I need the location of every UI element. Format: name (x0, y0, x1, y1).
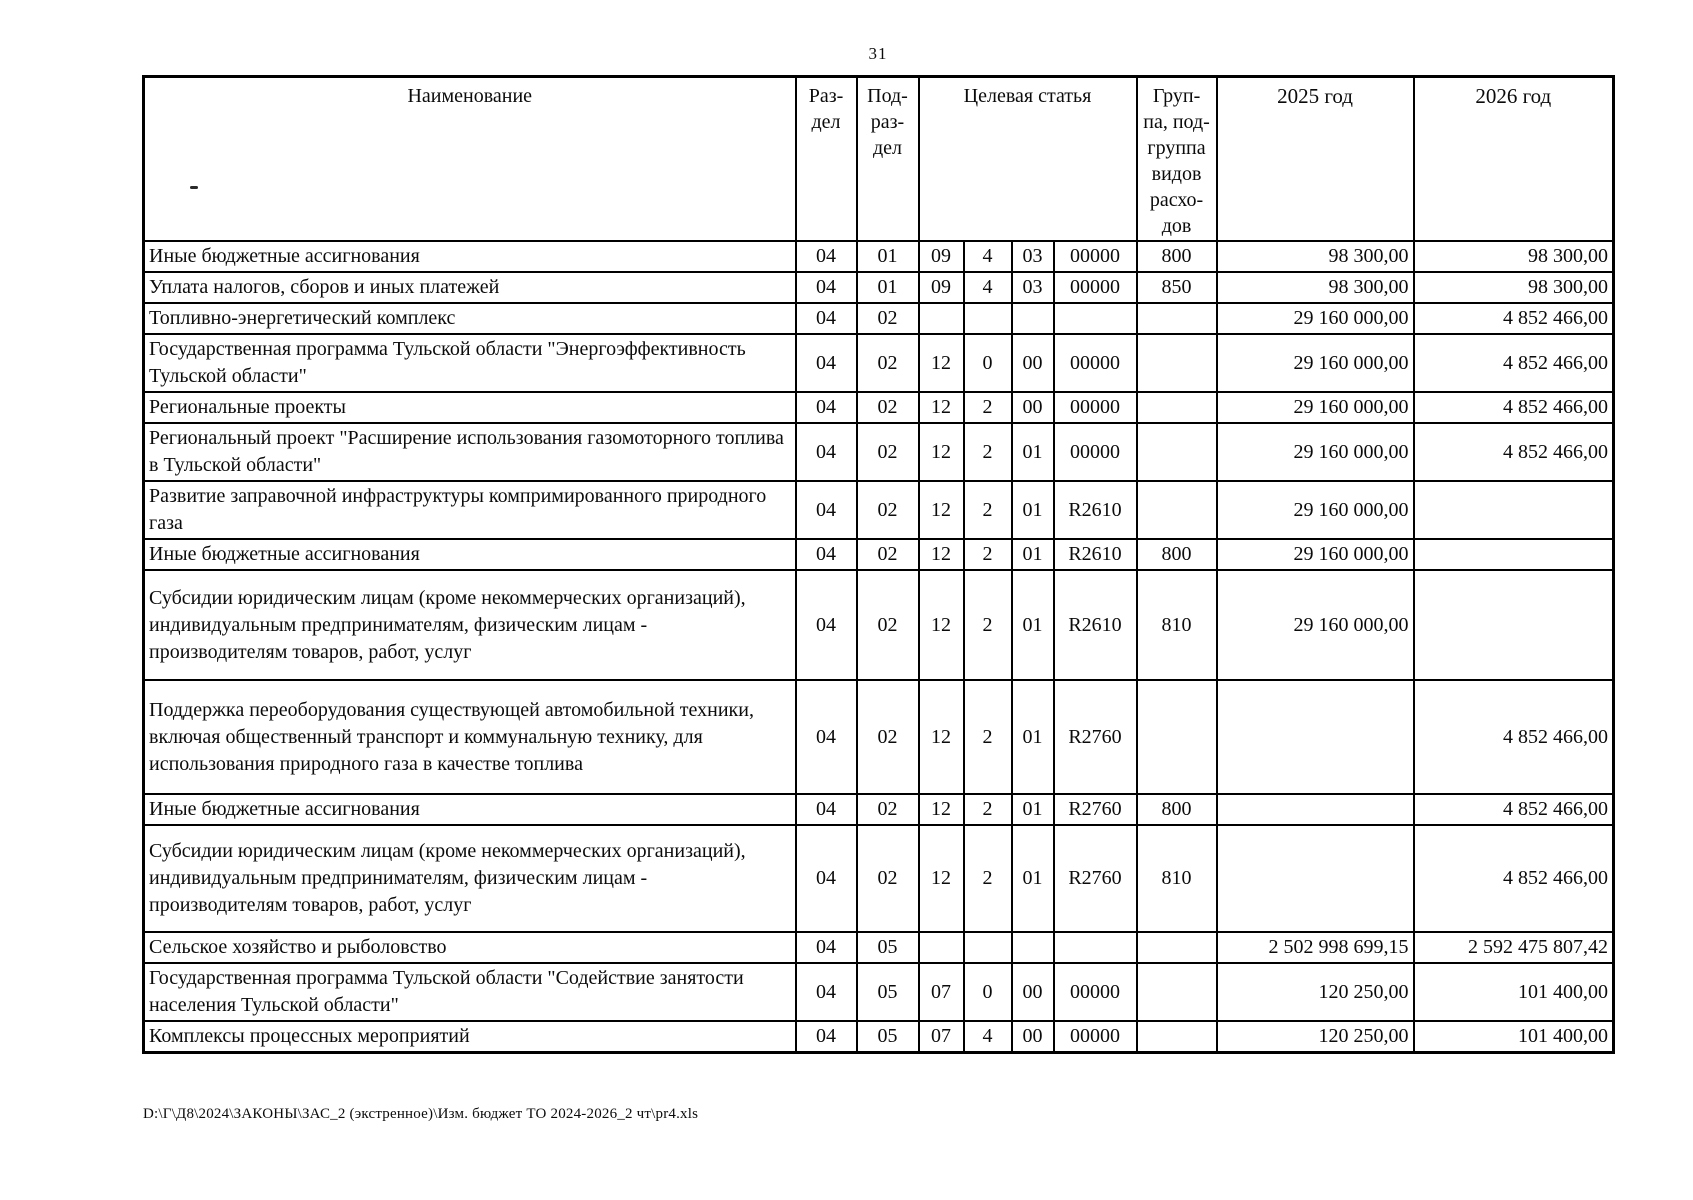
header-row (144, 77, 1614, 242)
cell-year-2026: 4 852 466,00 (1414, 825, 1614, 932)
cell-target-article-2: 2 (964, 794, 1012, 825)
cell-target-article-3: 01 (1012, 794, 1054, 825)
cell-target-article-3: 03 (1012, 272, 1054, 303)
cell-year-2026 (1414, 539, 1614, 570)
column-header-expense-group: Груп- па, под- группа видов расхо- дов (1137, 77, 1217, 242)
cell-target-article-3: 00 (1012, 963, 1054, 1021)
table-row (144, 825, 1614, 932)
cell-target-article-4: 00000 (1054, 423, 1137, 481)
cell-target-article-4: 00000 (1054, 272, 1137, 303)
cell-name: Комплексы процессных мероприятий (144, 1021, 796, 1053)
cell-subsection: 02 (857, 794, 919, 825)
cell-year-2025: 120 250,00 (1217, 963, 1414, 1021)
cell-name: Субсидии юридическим лицам (кроме некоммерческих организаций), индивидуальным предпринимателям, физическим лицам - производителям товаров, работ, услуг (144, 825, 796, 932)
cell-section: 04 (796, 539, 857, 570)
cell-name: Топливно-энергетический комплекс (144, 303, 796, 334)
cell-target-article-2 (964, 932, 1012, 963)
cell-subsection: 02 (857, 334, 919, 392)
table-body (144, 241, 1614, 1053)
table-row (144, 423, 1614, 481)
cell-target-article-1: 07 (919, 1021, 964, 1053)
cell-year-2026: 98 300,00 (1414, 241, 1614, 272)
cell-target-article-1: 07 (919, 963, 964, 1021)
cell-subsection: 05 (857, 932, 919, 963)
cell-year-2025: 2 502 998 699,15 (1217, 932, 1414, 963)
cell-target-article-4: 00000 (1054, 334, 1137, 392)
cell-expense-group (1137, 963, 1217, 1021)
cell-target-article-4 (1054, 303, 1137, 334)
cell-target-article-1 (919, 932, 964, 963)
table-header (144, 77, 1614, 242)
table-row (144, 932, 1614, 963)
footer-file-path: D:\Г\Д8\2024\ЗАКОНЫ\ЗАС_2 (экстренное)\Изм. бюджет ТО 2024-2026_2 чт\pr4.xls (143, 1106, 699, 1122)
table-row (144, 272, 1614, 303)
cell-year-2025 (1217, 825, 1414, 932)
cell-target-article-1 (919, 303, 964, 334)
cell-target-article-4: R2610 (1054, 481, 1137, 539)
column-header-section: Раз- дел (796, 77, 857, 242)
cell-year-2026: 4 852 466,00 (1414, 303, 1614, 334)
cell-expense-group (1137, 392, 1217, 423)
cell-year-2026: 101 400,00 (1414, 963, 1614, 1021)
cell-target-article-1: 12 (919, 680, 964, 794)
cell-year-2025: 29 160 000,00 (1217, 539, 1414, 570)
cell-target-article-4: 00000 (1054, 241, 1137, 272)
cell-year-2025: 120 250,00 (1217, 1021, 1414, 1053)
cell-subsection: 05 (857, 963, 919, 1021)
table-row (144, 303, 1614, 334)
cell-section: 04 (796, 825, 857, 932)
cell-year-2025: 29 160 000,00 (1217, 570, 1414, 680)
cell-expense-group (1137, 932, 1217, 963)
cell-target-article-2: 2 (964, 423, 1012, 481)
table-row (144, 334, 1614, 392)
cell-year-2025 (1217, 794, 1414, 825)
cell-target-article-2: 4 (964, 241, 1012, 272)
cell-name: Развитие заправочной инфраструктуры компримированного природного газа (144, 481, 796, 539)
cell-target-article-3: 00 (1012, 392, 1054, 423)
table-row (144, 392, 1614, 423)
cell-year-2026: 4 852 466,00 (1414, 334, 1614, 392)
cell-year-2026: 101 400,00 (1414, 1021, 1614, 1053)
cell-target-article-1: 12 (919, 481, 964, 539)
cell-name: Региональный проект "Расширение использования газомоторного топлива в Тульской области" (144, 423, 796, 481)
table-row (144, 539, 1614, 570)
cell-section: 04 (796, 932, 857, 963)
cell-subsection: 02 (857, 481, 919, 539)
cell-expense-group: 850 (1137, 272, 1217, 303)
cell-target-article-1: 12 (919, 825, 964, 932)
cell-name: Поддержка переоборудования существующей автомобильной техники, включая общественный транспорт и коммунальную технику, для использования природного газа в качестве топлива (144, 680, 796, 794)
cell-expense-group (1137, 423, 1217, 481)
cell-subsection: 02 (857, 539, 919, 570)
cell-target-article-3: 01 (1012, 570, 1054, 680)
table-row (144, 481, 1614, 539)
cell-target-article-3: 01 (1012, 423, 1054, 481)
cell-name: Уплата налогов, сборов и иных платежей (144, 272, 796, 303)
cell-name: Государственная программа Тульской области "Энергоэффективность Тульской области" (144, 334, 796, 392)
cell-subsection: 02 (857, 570, 919, 680)
cell-target-article-2: 2 (964, 680, 1012, 794)
cell-year-2025: 98 300,00 (1217, 272, 1414, 303)
cell-subsection: 02 (857, 423, 919, 481)
column-header-target-article: Целевая статья (919, 77, 1137, 242)
cell-name: Государственная программа Тульской области "Содействие занятости населения Тульской области" (144, 963, 796, 1021)
cell-section: 04 (796, 423, 857, 481)
table-row (144, 1021, 1614, 1053)
budget-table (142, 75, 1615, 1054)
cell-expense-group: 810 (1137, 570, 1217, 680)
cell-subsection: 02 (857, 680, 919, 794)
cell-subsection: 02 (857, 825, 919, 932)
cell-target-article-1: 09 (919, 272, 964, 303)
cell-section: 04 (796, 963, 857, 1021)
page-number: 31 (868, 44, 888, 63)
cell-target-article-1: 12 (919, 539, 964, 570)
cell-year-2026 (1414, 570, 1614, 680)
cell-expense-group (1137, 481, 1217, 539)
cell-target-article-3: 00 (1012, 1021, 1054, 1053)
cell-section: 04 (796, 392, 857, 423)
cell-name: Иные бюджетные ассигнования (144, 539, 796, 570)
cell-target-article-3 (1012, 932, 1054, 963)
cell-target-article-2: 2 (964, 392, 1012, 423)
cell-subsection: 05 (857, 1021, 919, 1053)
cell-target-article-2: 2 (964, 481, 1012, 539)
cell-expense-group: 800 (1137, 241, 1217, 272)
cell-target-article-2: 2 (964, 539, 1012, 570)
table-row (144, 241, 1614, 272)
cell-expense-group: 800 (1137, 539, 1217, 570)
cell-target-article-1: 12 (919, 794, 964, 825)
cell-subsection: 01 (857, 272, 919, 303)
column-header-year-2026: 2026 год (1414, 77, 1614, 242)
cell-target-article-4 (1054, 932, 1137, 963)
cell-section: 04 (796, 334, 857, 392)
cell-target-article-4: R2760 (1054, 825, 1137, 932)
cell-subsection: 02 (857, 392, 919, 423)
cell-target-article-3 (1012, 303, 1054, 334)
cell-name: Сельское хозяйство и рыболовство (144, 932, 796, 963)
cell-target-article-3: 01 (1012, 481, 1054, 539)
table-row (144, 963, 1614, 1021)
cell-target-article-2: 2 (964, 570, 1012, 680)
cell-section: 04 (796, 272, 857, 303)
cell-target-article-1: 09 (919, 241, 964, 272)
cell-target-article-3: 03 (1012, 241, 1054, 272)
cell-year-2026: 4 852 466,00 (1414, 392, 1614, 423)
cell-target-article-1: 12 (919, 423, 964, 481)
table-row (144, 570, 1614, 680)
cell-target-article-2: 4 (964, 272, 1012, 303)
cell-target-article-3: 01 (1012, 539, 1054, 570)
column-header-year-2025: 2025 год (1217, 77, 1414, 242)
cell-year-2026: 4 852 466,00 (1414, 680, 1614, 794)
cell-target-article-3: 01 (1012, 680, 1054, 794)
cell-target-article-2: 0 (964, 334, 1012, 392)
cell-target-article-4: R2760 (1054, 794, 1137, 825)
cell-expense-group: 800 (1137, 794, 1217, 825)
cell-section: 04 (796, 570, 857, 680)
cell-name: Региональные проекты (144, 392, 796, 423)
cell-year-2026: 4 852 466,00 (1414, 423, 1614, 481)
cell-year-2026: 2 592 475 807,42 (1414, 932, 1614, 963)
cell-target-article-4: R2610 (1054, 539, 1137, 570)
cell-section: 04 (796, 241, 857, 272)
cell-expense-group (1137, 334, 1217, 392)
cell-year-2025: 98 300,00 (1217, 241, 1414, 272)
cell-year-2025: 29 160 000,00 (1217, 481, 1414, 539)
column-header-name: Наименование (144, 77, 796, 242)
cell-name: Иные бюджетные ассигнования (144, 794, 796, 825)
cell-year-2025: 29 160 000,00 (1217, 334, 1414, 392)
cell-target-article-1: 12 (919, 392, 964, 423)
cell-year-2026: 98 300,00 (1414, 272, 1614, 303)
cell-target-article-4: R2760 (1054, 680, 1137, 794)
cell-target-article-1: 12 (919, 334, 964, 392)
cell-section: 04 (796, 303, 857, 334)
cell-target-article-2: 0 (964, 963, 1012, 1021)
table-row (144, 680, 1614, 794)
cell-section: 04 (796, 481, 857, 539)
cell-target-article-2: 4 (964, 1021, 1012, 1053)
cell-expense-group (1137, 680, 1217, 794)
table-row (144, 794, 1614, 825)
cell-expense-group: 810 (1137, 825, 1217, 932)
cell-target-article-2 (964, 303, 1012, 334)
cell-year-2026 (1414, 481, 1614, 539)
cell-expense-group (1137, 1021, 1217, 1053)
cell-target-article-4: 00000 (1054, 963, 1137, 1021)
cell-section: 04 (796, 794, 857, 825)
cell-target-article-2: 2 (964, 825, 1012, 932)
cell-year-2025: 29 160 000,00 (1217, 303, 1414, 334)
cell-year-2025 (1217, 680, 1414, 794)
cell-section: 04 (796, 1021, 857, 1053)
cell-target-article-4: 00000 (1054, 1021, 1137, 1053)
cell-subsection: 01 (857, 241, 919, 272)
cell-section: 04 (796, 680, 857, 794)
cell-year-2026: 4 852 466,00 (1414, 794, 1614, 825)
cell-year-2025: 29 160 000,00 (1217, 392, 1414, 423)
column-header-subsection: Под- раз- дел (857, 77, 919, 242)
cell-target-article-3: 00 (1012, 334, 1054, 392)
cell-year-2025: 29 160 000,00 (1217, 423, 1414, 481)
cell-target-article-4: 00000 (1054, 392, 1137, 423)
cell-target-article-3: 01 (1012, 825, 1054, 932)
cell-target-article-4: R2610 (1054, 570, 1137, 680)
cell-name: Иные бюджетные ассигнования (144, 241, 796, 272)
cell-name: Субсидии юридическим лицам (кроме некоммерческих организаций), индивидуальным предпринимателям, физическим лицам - производителям товаров, работ, услуг (144, 570, 796, 680)
cell-expense-group (1137, 303, 1217, 334)
cell-target-article-1: 12 (919, 570, 964, 680)
cell-subsection: 02 (857, 303, 919, 334)
